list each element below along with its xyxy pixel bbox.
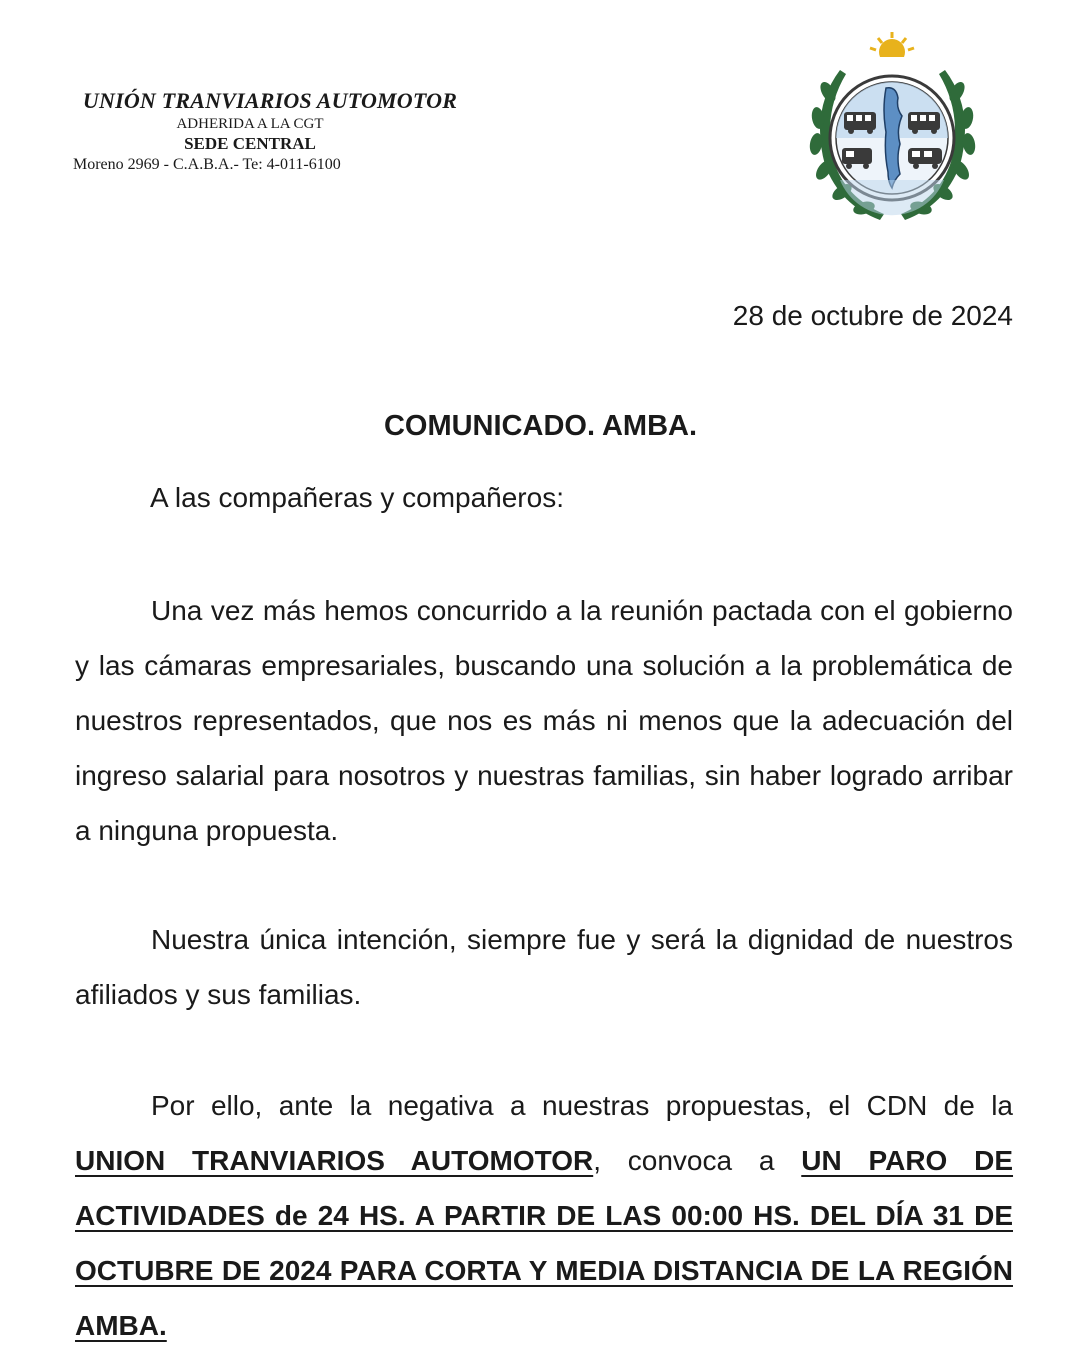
document-date: 28 de octubre de 2024: [732, 300, 1013, 331]
address-line: Moreno 2969 - C.A.B.A.- Te: 4-011-6100: [73, 156, 341, 173]
letterhead: [60, 88, 480, 174]
headquarters-label: SEDE CENTRAL: [184, 134, 316, 153]
union-name-emphasis: UNION TRANVIARIOS AUTOMOTOR: [75, 1145, 594, 1176]
affiliation-line: ADHERIDA A LA CGT: [176, 116, 324, 132]
sun-icon: [870, 32, 914, 65]
greeting: A las compañeras y compañeros:: [150, 482, 564, 513]
union-seal-emblem-icon: [800, 30, 985, 225]
paragraph-meeting: Una vez más hemos concurrido a la reunión pactada con el gobierno y las cámaras empresariales, buscando una solución a la problemática de nuestros representados, que nos es más ni menos que la adecuación del ingreso salarial para nosotros y nuestras familias, sin haber logrado arribar a ninguna propuesta.: [75, 595, 1013, 846]
paragraph-intention: Nuestra única intención, siempre fue y será la dignidad de nuestros afiliados y sus familias.: [75, 924, 1013, 1010]
strike-announcement-emphasis: UN PARO DE ACTIVIDADES de 24 HS. A PARTIR DE LAS 00:00 HS. DEL DÍA 31 DE OCTUBRE DE 2024 PARA CORTA Y MEDIA DISTANCIA DE LA REGIÓN AMBA.: [75, 1145, 1014, 1341]
strike-mid-text: , convoca a: [593, 1145, 775, 1176]
paragraph-strike-announcement: [75, 1078, 1013, 1353]
strike-lead-text: Por ello, ante la negativa a nuestras propuestas, el CDN de la: [151, 1090, 1013, 1121]
organization-name: UNIÓN TRANVIARIOS AUTOMOTOR: [82, 88, 458, 113]
document-title: COMUNICADO. AMBA.: [383, 410, 698, 442]
